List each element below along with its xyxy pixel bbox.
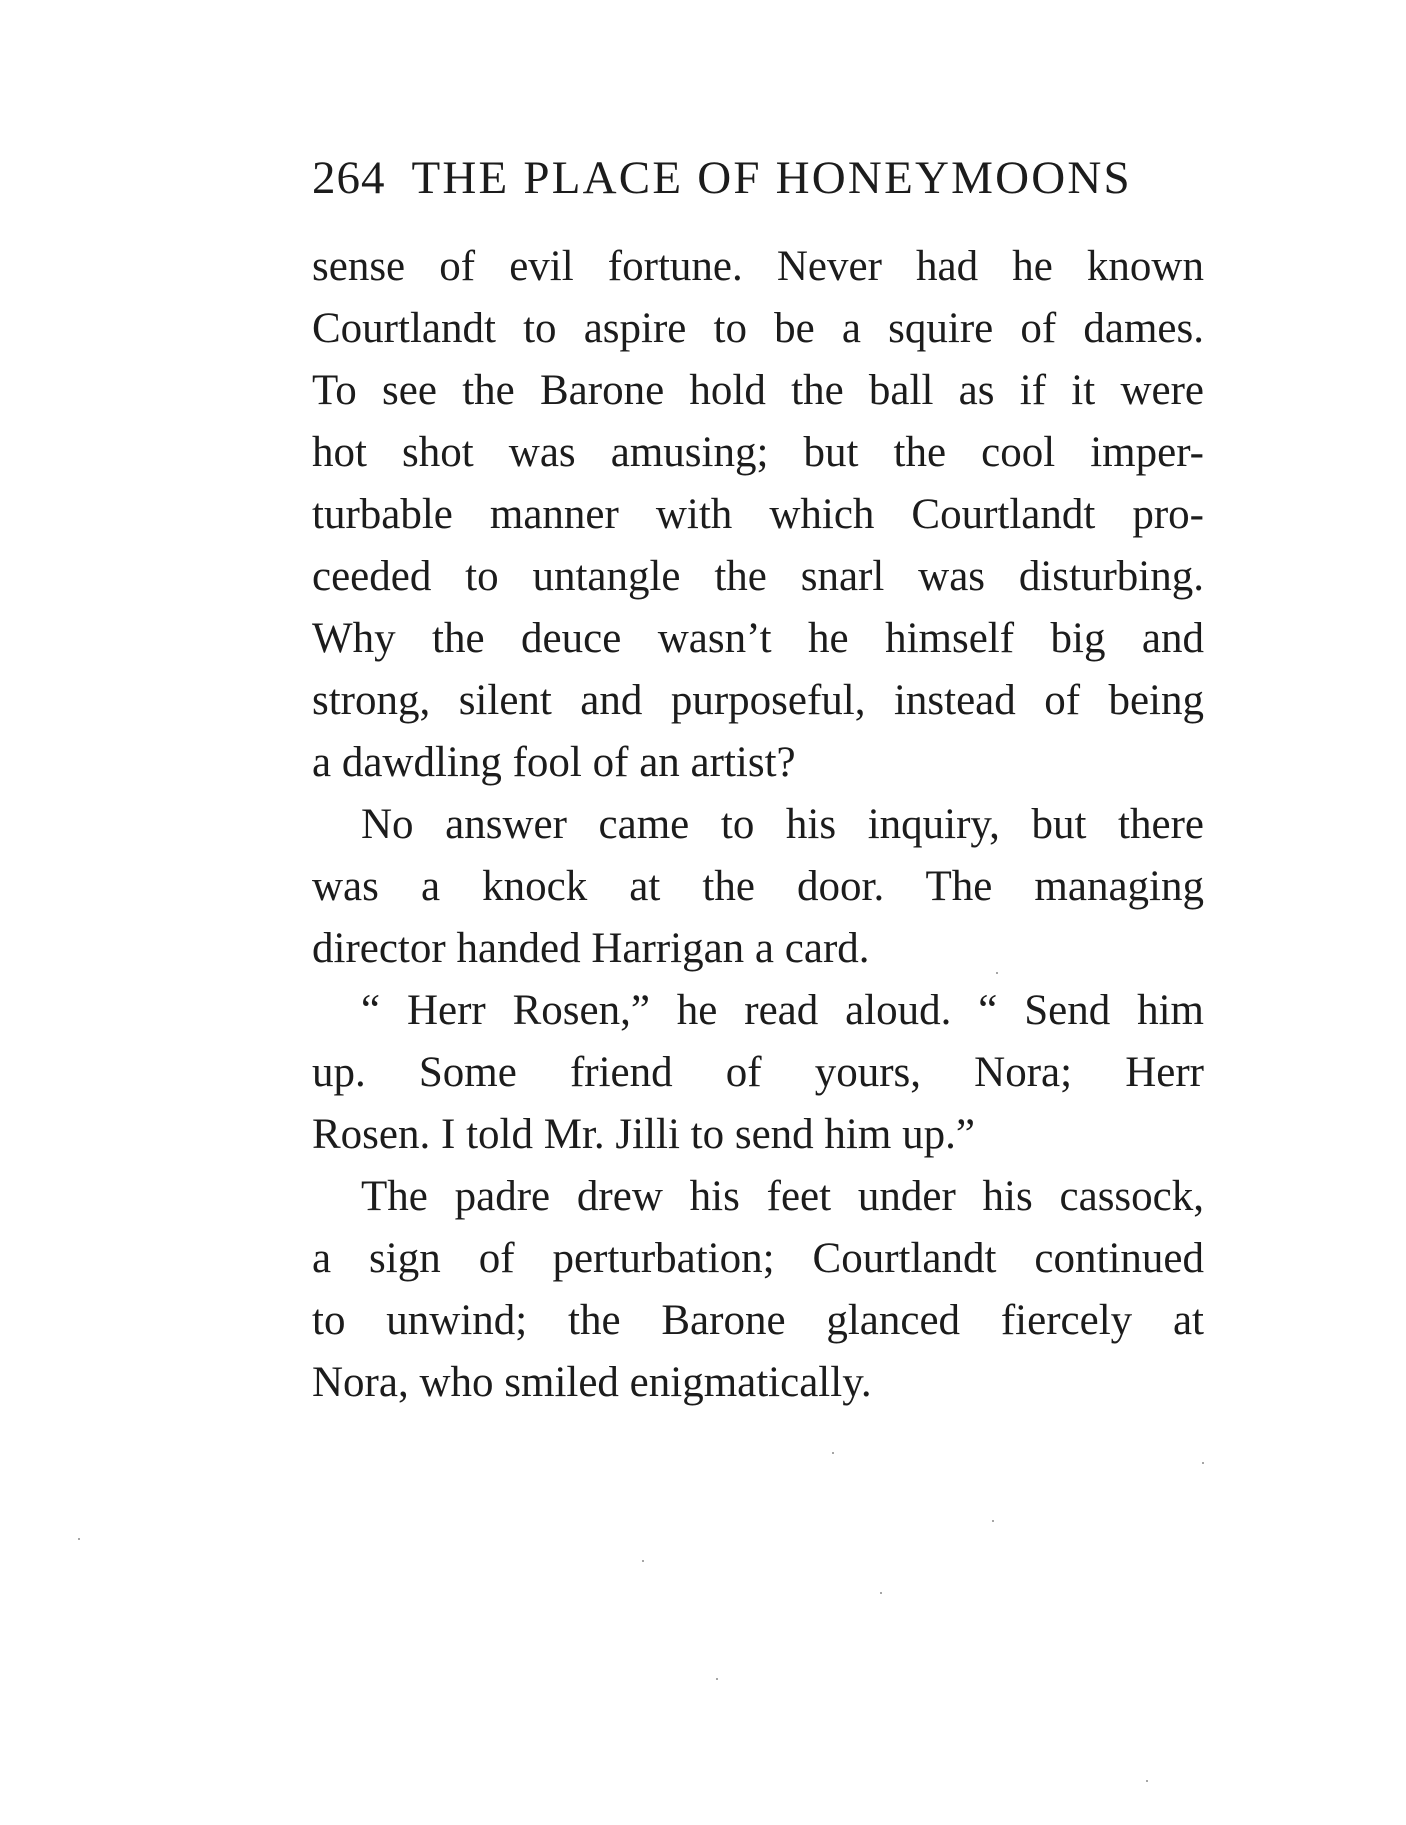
page-number: 264	[312, 152, 386, 204]
paragraph	[312, 236, 1204, 794]
text-line: sense of evil fortune. Never had he known	[312, 243, 1204, 290]
scan-speck	[78, 1538, 80, 1540]
text-line: a sign of perturbation; Courtlandt continued	[312, 1235, 1204, 1282]
text-line: to unwind; the Barone glanced fiercely at	[312, 1297, 1204, 1344]
paragraph	[312, 1166, 1204, 1414]
scan-speck	[642, 1560, 644, 1562]
text-line: No answer came to his inquiry, but there	[361, 801, 1204, 848]
scan-speck	[992, 1520, 994, 1522]
text-line: “ Herr Rosen,” he read aloud. “ Send him	[361, 987, 1204, 1034]
scan-speck	[832, 1452, 834, 1454]
text-line: The padre drew his feet under his cassock,	[361, 1173, 1204, 1220]
text-line: Courtlandt to aspire to be a squire of dames.	[312, 305, 1204, 352]
paragraph	[312, 980, 1204, 1166]
text-line: To see the Barone hold the ball as if it were	[312, 367, 1204, 414]
scan-speck	[1202, 1462, 1204, 1464]
text-line: Rosen. I told Mr. Jilli to send him up.”	[312, 1111, 975, 1158]
text-line: Why the deuce wasn’t he himself big and	[312, 615, 1204, 662]
scan-speck	[880, 1592, 882, 1594]
scan-speck	[1146, 1780, 1148, 1782]
text-line: director handed Harrigan a card.	[312, 925, 870, 972]
scan-speck	[716, 1678, 718, 1680]
text-line: ceeded to untangle the snarl was disturbing.	[312, 553, 1204, 600]
text-line: up. Some friend of yours, Nora; Herr	[312, 1049, 1204, 1096]
text-line: Nora, who smiled enigmatically.	[312, 1359, 872, 1406]
running-title: THE PLACE OF HONEYMOONS	[411, 152, 1132, 204]
scan-speck	[996, 972, 998, 974]
text-line: a dawdling fool of an artist?	[312, 739, 796, 786]
text-line: hot shot was amusing; but the cool imper-	[312, 429, 1204, 476]
text-line: was a knock at the door. The managing	[312, 863, 1204, 910]
paragraph	[312, 794, 1204, 980]
body-text	[312, 236, 1204, 1414]
text-line: turbable manner with which Courtlandt pro-	[312, 491, 1204, 538]
running-head	[312, 148, 1202, 208]
text-line: strong, silent and purposeful, instead of being	[312, 677, 1204, 724]
